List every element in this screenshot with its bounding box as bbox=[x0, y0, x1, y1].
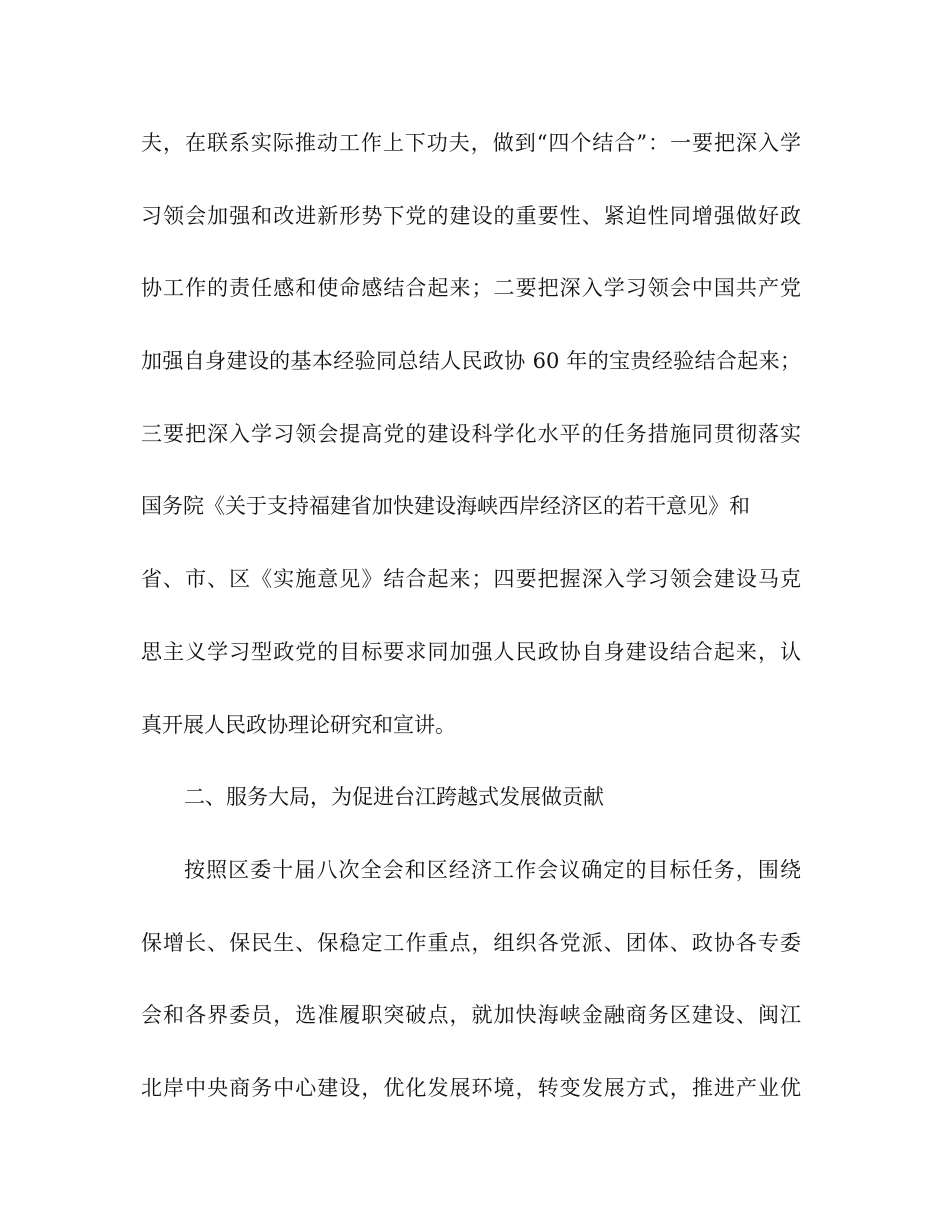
document-body bbox=[141, 118, 801, 1136]
text-line: 省、市、区《实施意见》结合起来；四要把握深入学习领会建设马克 bbox=[141, 567, 801, 592]
text-line: 习领会加强和改进新形势下党的建设的重要性、紧迫性同增强做好政 bbox=[141, 203, 801, 228]
text-line: 真开展人民政协理论研究和宣讲。 bbox=[141, 712, 456, 737]
text-line: 北岸中央商务中心建设，优化发展环境，转变发展方式，推进产业优 bbox=[141, 1075, 801, 1100]
text-line: 加强自身建设的基本经验同总结人民政协 60 年的宝贵经验结合起来； bbox=[141, 349, 801, 374]
text-line: 保增长、保民生、保稳定工作重点，组织各党派、团体、政协各专委 bbox=[141, 930, 801, 955]
text-line: 协工作的责任感和使命感结合起来；二要把深入学习领会中国共产党 bbox=[141, 276, 801, 301]
paragraph-serve-overall bbox=[141, 845, 801, 1136]
text-line: 思主义学习型政党的目标要求同加强人民政协自身建设结合起来，认 bbox=[141, 639, 801, 664]
text-line: 国务院《关于支持福建省加快建设海峡西岸经济区的若干意见》和 bbox=[141, 494, 750, 519]
text-line: 三要把深入学习领会提高党的建设科学化水平的任务措施同贯彻落实 bbox=[141, 421, 801, 446]
text-line: 夫，在联系实际推动工作上下功夫，做到“四个结合”：一要把深入学 bbox=[141, 131, 801, 155]
paragraph-four-combinations bbox=[141, 118, 801, 772]
section-heading: 二、服务大局，为促进台江跨越式发展做贡献 bbox=[184, 785, 604, 810]
text-line: 会和各界委员，选准履职突破点，就加快海峡金融商务区建设、闽江 bbox=[141, 1003, 801, 1028]
text-line: 按照区委十届八次全会和区经济工作会议确定的目标任务，围绕 bbox=[184, 857, 801, 882]
